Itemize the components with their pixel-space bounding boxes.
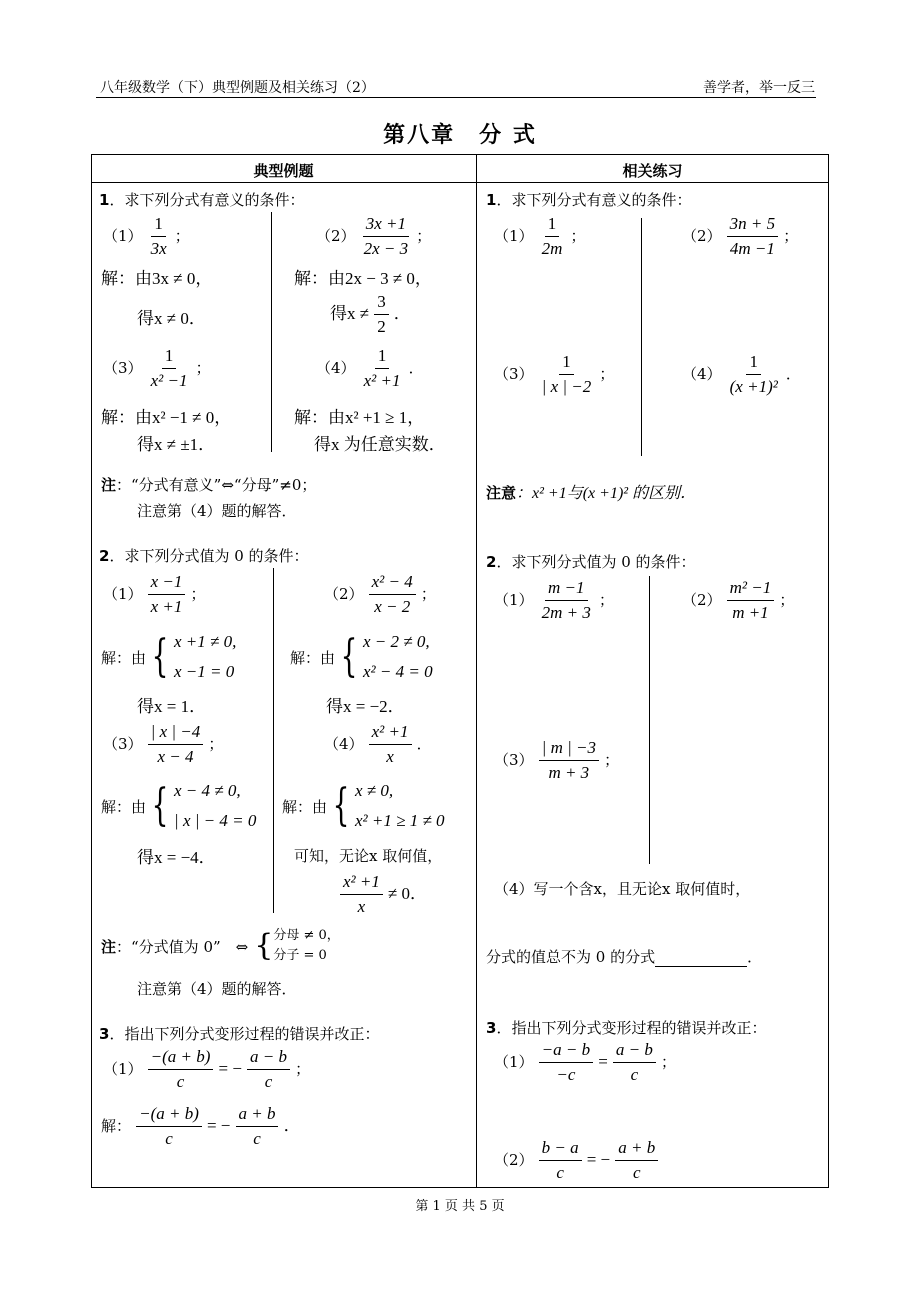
left-q1-note: 注：“分式有意义”⇔“分母”≠0；: [101, 476, 317, 494]
left-q1-p2: （2） $\frac{3x +1}{2x - 3}$ ；: [316, 214, 432, 258]
header-left: 八年级数学（下）典型例题及相关练习（2）: [100, 80, 375, 96]
left-q2-divider: [273, 568, 274, 913]
right-q2-p1: （1） $\frac{m -1}{2m + 3}$ ；: [494, 578, 614, 622]
right-q2-p4-line2: 分式的值总不为 0 的分式 ．: [486, 948, 763, 966]
page-footer: 第 1 页 共 5 页: [415, 1199, 505, 1214]
right-q2-p4-line1: （4）写一个含x，且无论x 取何值时，: [494, 880, 751, 898]
right-q1-note: 注意：x² +1与(x +1)² 的区别．: [486, 484, 697, 502]
left-q1-divider: [271, 212, 272, 452]
right-q1-heading: 1．求下列分式有意义的条件：: [486, 191, 692, 209]
header-right: 善学者，举一反三: [703, 80, 815, 96]
left-q1-heading: 1．求下列分式有意义的条件：: [99, 191, 305, 209]
left-q2-p2-sol: 解：由 { x − 2 ≠ 0, x² − 4 = 0: [290, 631, 433, 682]
left-q2-p3-result: 得x = −4．: [137, 848, 216, 867]
right-q1-p4: （4） $\frac{1}{\text{(x +1)²}}$ ．: [682, 352, 801, 396]
left-q2-p2-result: 得x = −2．: [326, 697, 405, 716]
right-q1-p3: （3） $\frac{1}{| x | -2}$ ；: [494, 352, 615, 396]
header-row-divider: [91, 182, 829, 183]
answer-blank[interactable]: [655, 948, 747, 967]
page-title: 第八章 分 式: [383, 123, 537, 148]
left-q1-p3-sol-b: 得x ≠ ±1．: [137, 435, 216, 454]
left-q1-note2: 注意第（4）题的解答．: [137, 502, 297, 520]
left-q1-p2-sol-a: 解：由2x − 3 ≠ 0，: [294, 269, 432, 288]
column-header-examples: 典型例题: [253, 162, 314, 180]
right-q2-heading: 2．求下列分式值为 0 的条件：: [486, 553, 696, 571]
column-header-exercises: 相关练习: [622, 162, 683, 180]
right-q2-divider: [649, 576, 650, 864]
left-q1-p1-sol-b: 得x ≠ 0．: [137, 309, 206, 328]
right-q3-p2: （2） $\frac{b - a}{c}$ = − $\frac{a + b}{c}$: [494, 1138, 658, 1183]
left-q2-p4-result2: $\frac{\text{x² +1}}{x}$ ≠ 0．: [340, 872, 427, 917]
left-q2-heading: 2．求下列分式值为 0 的条件：: [99, 547, 309, 565]
left-q3-heading: 3．指出下列分式变形过程的错误并改正：: [99, 1025, 380, 1043]
left-q2-p1-result: 得x = 1．: [137, 697, 207, 716]
left-q2-p4-result: 可知，无论x 取何值，: [294, 847, 443, 865]
right-q1-divider: [641, 218, 642, 456]
left-q3-p1-sol: 解： $\frac{-(a + b)}{c}$ = − $\frac{a + b}{c}$ ．: [101, 1104, 301, 1148]
left-q1-p4: （4） $\frac{1}{\text{x² +1}}$ ．: [316, 346, 424, 390]
left-q2-p3-sol: 解：由 { x − 4 ≠ 0, | x | − 4 = 0: [101, 780, 257, 831]
left-q2-p2: （2） $\frac{\text{x² − 4}}{x - 2}$ ；: [324, 572, 436, 616]
left-q1-p2-sol-b: 得x ≠ $\frac{3}{2}$ ．: [330, 292, 411, 336]
left-q2-p1-sol: 解：由 { x +1 ≠ 0, x −1 = 0: [101, 631, 237, 682]
left-q2-p1: （1） $\frac{x -1}{x +1}$ ；: [103, 572, 206, 616]
right-q3-p1: （1） $\frac{-a - b}{-c}$ = $\frac{a - b}{c}$ ；: [494, 1040, 676, 1084]
left-q2-note2: 注意第（4）题的解答．: [137, 980, 297, 998]
left-q1-p4-sol-a: 解：由x² +1 ≥ 1，: [294, 408, 425, 427]
header-rule: [96, 97, 816, 98]
left-q1-p3-sol-a: 解：由x² −1 ≠ 0，: [101, 408, 232, 427]
left-q1-p3: （3） $\frac{1}{\text{x² −1}}$ ；: [103, 346, 211, 390]
left-q3-p1: （1） $\frac{-(a + b)}{c}$ = − $\frac{a - b}{c}$ ；: [103, 1047, 311, 1091]
right-q3-heading: 3．指出下列分式变形过程的错误并改正：: [486, 1019, 767, 1037]
left-q1-p4-sol-b: 得x 为任意实数．: [314, 435, 446, 454]
left-q1-p1-sol-a: 解：由3x ≠ 0，: [101, 269, 213, 288]
right-q2-p3: （3） $\frac{| m | -3}{m + 3}$ ；: [494, 738, 620, 782]
left-q2-p4: （4） $\frac{\text{x² +1}}{x}$ ．: [324, 722, 432, 766]
right-q1-p1: （1） $\frac{1}{2m}$ ；: [494, 214, 586, 258]
left-q2-p3: （3） $\frac{| x | -4}{x - 4}$ ；: [103, 722, 224, 766]
column-divider: [476, 154, 477, 1188]
right-q2-p2: （2） $\frac{\text{m² −1}}{m +1}$ ；: [682, 578, 795, 622]
left-q2-p4-sol: 解：由 { x ≠ 0, x² +1 ≥ 1 ≠ 0: [282, 780, 445, 831]
left-q1-p1: （1） $\frac{1}{3x}$ ；: [103, 214, 190, 258]
left-q2-note: 注：“分式值为 0” ⇔ { 分母 ≠ 0， 分子 = 0: [101, 928, 340, 963]
right-q1-p2: （2） $\frac{3n + 5}{4m -1}$ ；: [682, 214, 799, 258]
